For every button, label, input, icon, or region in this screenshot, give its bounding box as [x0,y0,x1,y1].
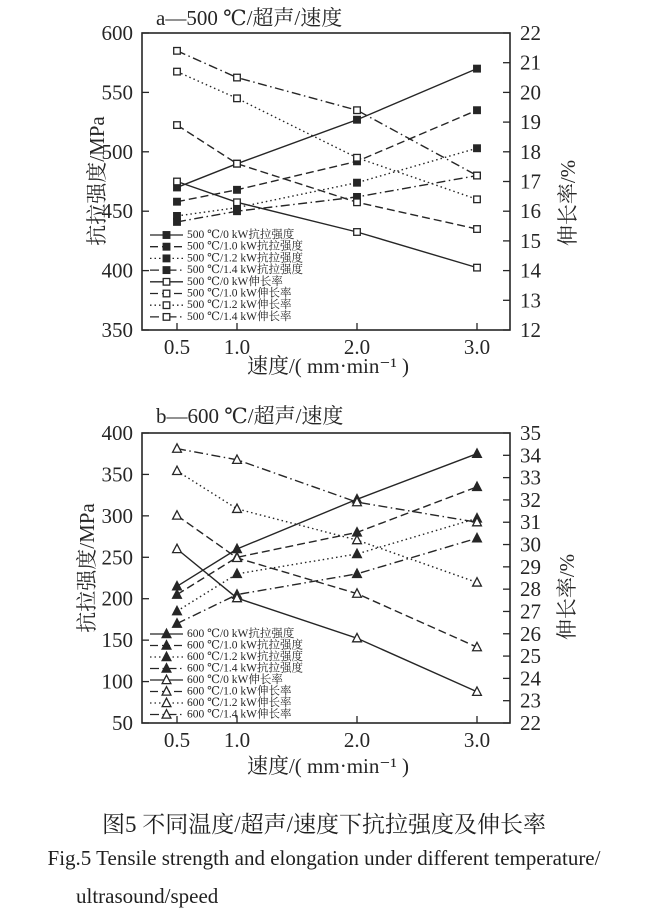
ytick-right-label: 15 [520,228,541,253]
series-marker-b-3 [473,533,482,541]
series-marker-b-5 [173,511,182,519]
chart-b-xaxis-title: 速度/( mm·min⁻¹ ) [246,754,410,778]
series-marker-a-4 [174,178,181,185]
ytick-right-label: 35 [520,421,541,445]
series-marker-a-0 [474,65,481,72]
series-marker-a-5 [474,226,481,233]
legend-marker-sample [162,698,171,706]
ytick-right-label: 33 [520,465,541,490]
series-marker-a-2 [474,145,481,152]
series-marker-a-6 [474,196,481,203]
ytick-left-label: 500 [101,139,133,164]
legend-label: 600 ℃/1.0 kW伸长率 [187,685,292,698]
ytick-left-label: 400 [101,258,133,283]
legend-marker-sample [163,243,170,250]
ytick-right-label: 31 [520,510,541,535]
legend-label: 500 ℃/0 kW伸长率 [187,275,283,288]
series-line-b-6 [177,471,477,583]
series-line-a-5 [177,125,477,229]
series-marker-b-2 [173,606,182,614]
ytick-right-label: 18 [520,139,541,164]
legend-label: 600 ℃/1.2 kW抗拉强度 [187,651,304,663]
series-marker-a-7 [354,107,361,114]
chart-b-yaxis-right-title: 伸长率/% [555,553,579,641]
series-marker-a-3 [174,219,181,226]
ytick-right-label: 22 [520,711,541,735]
ytick-right-label: 29 [520,554,541,579]
legend-marker-sample [163,232,170,239]
ytick-right-label: 12 [520,318,541,342]
series-marker-b-4 [473,687,482,695]
series-marker-b-6 [173,466,182,474]
ytick-left-label: 600 [101,21,133,45]
legend-label: 500 ℃/1.2 kW伸长率 [187,299,292,312]
legend-label: 600 ℃/1.4 kW伸长率 [187,708,292,721]
legend-label: 500 ℃/1.2 kW抗拉强度 [187,252,304,265]
series-marker-b-3 [173,619,182,627]
series-marker-a-0 [354,116,361,123]
series-marker-b-1 [173,590,182,598]
xtick-label: 2.0 [343,728,371,752]
ytick-right-label: 34 [520,443,541,468]
series-marker-a-1 [474,107,481,114]
series-line-a-2 [177,148,477,216]
ytick-right-label: 13 [520,288,541,313]
series-marker-a-6 [234,95,241,102]
xtick-label: 0.5 [163,335,191,359]
chart-a-yaxis-left-title: 抗拉强度/MPa [85,116,109,246]
series-marker-a-4 [234,199,241,206]
series-marker-b-1 [473,482,482,490]
ytick-left-label: 200 [101,586,133,611]
ytick-right-label: 16 [520,199,541,224]
ytick-left-label: 250 [101,545,133,570]
series-marker-a-7 [174,48,181,55]
series-marker-a-5 [174,122,181,129]
xtick-label: 1.0 [223,335,251,359]
series-line-a-6 [177,72,477,200]
series-marker-a-7 [234,74,241,81]
figure-caption-zh: 图5 不同温度/超声/速度下抗拉强度及伸长率 [101,812,547,837]
figure-caption-en-line1: Fig.5 Tensile strength and elongation under different temperature/ [47,846,601,870]
ytick-right-label: 14 [520,258,541,283]
ytick-right-label: 24 [520,666,541,691]
ytick-right-label: 28 [520,577,541,602]
chart-b [102,421,542,752]
ytick-right-label: 30 [520,532,541,557]
series-marker-a-4 [474,264,481,271]
legend-marker-sample [162,652,171,660]
chart-a [102,21,542,359]
series-marker-a-3 [234,208,241,215]
ytick-right-label: 22 [520,21,541,45]
series-marker-a-7 [474,172,481,179]
ytick-right-label: 27 [520,599,541,624]
legend-label: 600 ℃/1.0 kW抗拉强度 [187,639,304,652]
series-line-b-2 [177,518,477,611]
legend-label: 500 ℃/1.4 kW抗拉强度 [187,264,304,277]
ytick-left-label: 150 [101,628,133,653]
series-marker-b-5 [473,642,482,650]
ytick-right-label: 25 [520,644,541,669]
ytick-right-label: 21 [520,50,541,75]
legend-marker-sample [163,302,170,309]
series-marker-a-5 [234,160,241,167]
legend-marker-sample [163,255,170,262]
ytick-left-label: 350 [101,318,133,342]
series-marker-a-5 [354,199,361,206]
series-marker-b-3 [353,569,362,577]
ytick-left-label: 550 [101,80,133,105]
ytick-left-label: 400 [101,421,133,445]
series-marker-a-1 [234,187,241,194]
legend-label: 600 ℃/0 kW抗拉强度 [187,628,295,640]
ytick-right-label: 23 [520,688,541,713]
series-line-a-1 [177,110,477,201]
ytick-left-label: 300 [101,503,133,528]
series-line-a-7 [177,51,477,176]
legend-marker-sample [163,290,170,297]
series-marker-a-6 [354,154,361,161]
chart-b-title: b—600 ℃/超声/速度 [156,404,344,428]
ytick-right-label: 32 [520,487,541,512]
xtick-label: 2.0 [343,335,371,359]
figure-caption-en-line2: ultrasound/speed [76,884,219,908]
series-line-a-3 [177,176,477,222]
legend-marker-sample [163,267,170,274]
chart-a-xaxis-title: 速度/( mm·min⁻¹ ) [246,354,410,378]
ytick-right-label: 26 [520,621,541,646]
series-marker-b-0 [473,449,482,457]
legend-label: 600 ℃/1.4 kW抗拉强度 [187,662,304,675]
legend-label: 600 ℃/0 kW伸长率 [187,674,283,686]
chart-b-yaxis-left-title: 抗拉强度/MPa [75,503,99,633]
legend-marker-sample [163,279,170,286]
series-marker-b-6 [233,504,242,512]
legend-label: 500 ℃/1.4 kW伸长率 [187,310,292,323]
xtick-label: 0.5 [163,728,191,752]
series-line-a-0 [177,69,477,188]
xtick-label: 3.0 [463,728,491,752]
legend-label: 500 ℃/0 kW抗拉强度 [187,229,295,241]
ytick-right-label: 17 [520,169,541,194]
chart-a-title: a—500 ℃/超声/速度 [156,6,343,30]
series-marker-a-4 [354,229,361,236]
ytick-left-label: 50 [112,711,133,735]
legend-label: 500 ℃/1.0 kW伸长率 [187,287,292,300]
legend-marker-sample [163,314,170,321]
chart-a-yaxis-right-title: 伸长率/% [556,159,580,247]
series-marker-a-1 [174,198,181,205]
ytick-right-label: 19 [520,110,541,135]
ytick-left-label: 350 [101,462,133,487]
ytick-left-label: 450 [101,199,133,224]
series-marker-b-6 [473,578,482,586]
legend-label: 500 ℃/1.0 kW抗拉强度 [187,240,304,253]
xtick-label: 1.0 [223,728,251,752]
series-marker-b-7 [173,444,182,452]
series-marker-a-2 [354,179,361,186]
series-marker-b-2 [233,569,242,577]
series-marker-b-2 [353,549,362,557]
series-marker-a-6 [174,68,181,75]
ytick-right-label: 20 [520,80,541,105]
xtick-label: 3.0 [463,335,491,359]
legend-label: 600 ℃/1.2 kW伸长率 [187,697,292,709]
ytick-left-label: 100 [101,669,133,694]
series-line-b-3 [177,538,477,623]
series-marker-b-4 [173,544,182,552]
